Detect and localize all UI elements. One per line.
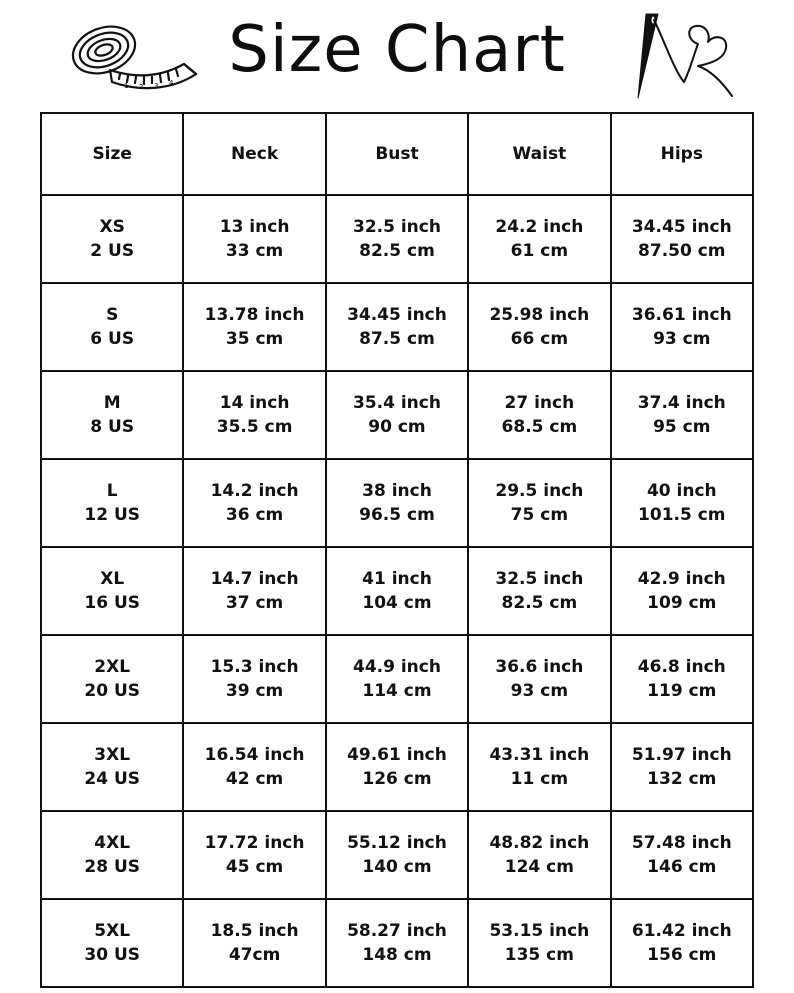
inch-value: 55.12 inch <box>347 833 447 853</box>
neck-cell <box>183 459 325 547</box>
waist-cell <box>468 723 610 811</box>
inch-value: 49.61 inch <box>347 745 447 765</box>
bust-cell <box>326 811 468 899</box>
cm-value: 35 cm <box>225 329 284 349</box>
cm-value: 68.5 cm <box>501 417 578 437</box>
size-label: M <box>103 393 121 413</box>
size-cell <box>41 811 183 899</box>
neck-cell <box>183 635 325 723</box>
cm-value: 90 cm <box>368 417 426 437</box>
bust-cell <box>326 635 468 723</box>
cm-value: 132 cm <box>647 769 717 789</box>
cm-value: 37 cm <box>225 593 284 613</box>
table-row <box>41 811 753 899</box>
size-label: XS <box>99 217 125 237</box>
hips-cell <box>611 195 753 283</box>
cm-value: 82.5 cm <box>501 593 578 613</box>
neck-cell <box>183 811 325 899</box>
column-header-bust: Bust <box>326 113 468 195</box>
inch-value: 13.78 inch <box>204 305 305 325</box>
inch-value: 43.31 inch <box>489 745 590 765</box>
hips-cell <box>611 371 753 459</box>
svg-text:1: 1 <box>124 82 129 90</box>
waist-cell <box>468 459 610 547</box>
cm-value: 135 cm <box>504 945 574 965</box>
inch-value: 40 inch <box>646 481 717 501</box>
cm-value: 42 cm <box>225 769 284 789</box>
table-row <box>41 723 753 811</box>
us-size: 28 US <box>84 857 140 877</box>
cm-value: 93 cm <box>510 681 569 701</box>
hips-cell <box>611 283 753 371</box>
inch-value: 42.9 inch <box>637 569 726 589</box>
hips-cell <box>611 635 753 723</box>
size-label: 5XL <box>94 921 131 941</box>
bust-cell <box>326 547 468 635</box>
inch-value: 17.72 inch <box>204 833 305 853</box>
cm-value: 39 cm <box>225 681 284 701</box>
size-chart-table <box>40 112 754 988</box>
neck-cell <box>183 723 325 811</box>
svg-text:4: 4 <box>169 79 174 87</box>
inch-value: 58.27 inch <box>347 921 447 941</box>
neck-cell <box>183 547 325 635</box>
waist-cell <box>468 635 610 723</box>
bust-cell <box>326 371 468 459</box>
svg-text:2: 2 <box>139 83 144 91</box>
neck-cell <box>183 371 325 459</box>
inch-value: 46.8 inch <box>637 657 726 677</box>
cm-value: 148 cm <box>362 945 432 965</box>
size-label: 4XL <box>94 833 131 853</box>
cm-value: 126 cm <box>362 769 432 789</box>
size-cell <box>41 371 183 459</box>
cm-value: 11 cm <box>510 769 569 789</box>
cm-value: 101.5 cm <box>638 505 726 525</box>
page-title: Size Chart <box>228 13 566 87</box>
cm-value: 36 cm <box>225 505 284 525</box>
inch-value: 34.45 inch <box>347 305 447 325</box>
table-row <box>41 635 753 723</box>
cm-value: 146 cm <box>647 857 717 877</box>
waist-cell <box>468 371 610 459</box>
us-size: 12 US <box>84 505 140 525</box>
waist-cell <box>468 195 610 283</box>
cm-value: 87.5 cm <box>359 329 435 349</box>
inch-value: 25.98 inch <box>489 305 590 325</box>
size-cell <box>41 723 183 811</box>
inch-value: 61.42 inch <box>631 921 732 941</box>
table-row <box>41 283 753 371</box>
inch-value: 36.6 inch <box>495 657 584 677</box>
inch-value: 32.5 inch <box>495 569 584 589</box>
table-row <box>41 459 753 547</box>
size-cell <box>41 899 183 987</box>
us-size: 30 US <box>84 945 140 965</box>
size-label: 3XL <box>94 745 131 765</box>
inch-value: 13 inch <box>219 217 290 237</box>
inch-value: 38 inch <box>362 481 432 501</box>
waist-cell <box>468 283 610 371</box>
inch-value: 35.4 inch <box>352 393 441 413</box>
cm-value: 93 cm <box>653 329 711 349</box>
size-label: L <box>106 481 118 501</box>
size-label: XL <box>100 569 125 589</box>
inch-value: 27 inch <box>504 393 575 413</box>
cm-value: 75 cm <box>510 505 569 525</box>
us-size: 20 US <box>84 681 140 701</box>
column-header-size: Size <box>41 113 183 195</box>
bust-cell <box>326 195 468 283</box>
cm-value: 61 cm <box>510 241 569 261</box>
bust-cell <box>326 283 468 371</box>
cm-value: 156 cm <box>647 945 717 965</box>
cm-value: 45 cm <box>225 857 284 877</box>
size-cell <box>41 195 183 283</box>
inch-value: 48.82 inch <box>489 833 590 853</box>
inch-value: 36.61 inch <box>631 305 732 325</box>
inch-value: 51.97 inch <box>631 745 732 765</box>
column-header-neck: Neck <box>183 113 325 195</box>
bust-cell <box>326 723 468 811</box>
neck-cell <box>183 899 325 987</box>
hips-cell <box>611 811 753 899</box>
column-header-waist: Waist <box>468 113 610 195</box>
waist-cell <box>468 811 610 899</box>
table-row <box>41 899 753 987</box>
size-label: 2XL <box>94 657 131 677</box>
us-size: 16 US <box>84 593 140 613</box>
cm-value: 119 cm <box>647 681 717 701</box>
table-row <box>41 371 753 459</box>
needle-thread-heart-icon <box>624 10 736 102</box>
inch-value: 34.45 inch <box>631 217 732 237</box>
cm-value: 47cm <box>228 945 281 965</box>
waist-cell <box>468 899 610 987</box>
hips-cell <box>611 459 753 547</box>
inch-value: 16.54 inch <box>204 745 305 765</box>
cm-value: 114 cm <box>362 681 432 701</box>
table-header-row <box>41 113 753 195</box>
inch-value: 18.5 inch <box>210 921 299 941</box>
cm-value: 82.5 cm <box>359 241 435 261</box>
inch-value: 14 inch <box>219 393 290 413</box>
cm-value: 95 cm <box>653 417 711 437</box>
hips-cell <box>611 547 753 635</box>
us-size: 8 US <box>90 417 135 437</box>
size-cell <box>41 459 183 547</box>
column-header-hips: Hips <box>611 113 753 195</box>
size-cell <box>41 547 183 635</box>
neck-cell <box>183 283 325 371</box>
size-cell <box>41 283 183 371</box>
waist-cell <box>468 547 610 635</box>
cm-value: 87.50 cm <box>638 241 726 261</box>
hips-cell <box>611 723 753 811</box>
inch-value: 29.5 inch <box>495 481 584 501</box>
hips-cell <box>611 899 753 987</box>
cm-value: 104 cm <box>362 593 432 613</box>
cm-value: 33 cm <box>225 241 284 261</box>
us-size: 24 US <box>84 769 140 789</box>
inch-value: 41 inch <box>362 569 432 589</box>
inch-value: 14.2 inch <box>210 481 299 501</box>
cm-value: 109 cm <box>647 593 717 613</box>
cm-value: 124 cm <box>504 857 574 877</box>
bust-cell <box>326 899 468 987</box>
svg-text:3: 3 <box>154 82 159 90</box>
cm-value: 66 cm <box>510 329 569 349</box>
table-row <box>41 195 753 283</box>
inch-value: 24.2 inch <box>495 217 584 237</box>
inch-value: 37.4 inch <box>637 393 726 413</box>
inch-value: 15.3 inch <box>210 657 299 677</box>
table-row <box>41 547 753 635</box>
page-header <box>0 0 794 108</box>
bust-cell <box>326 459 468 547</box>
size-label: S <box>106 305 119 325</box>
neck-cell <box>183 195 325 283</box>
us-size: 6 US <box>90 329 135 349</box>
cm-value: 96.5 cm <box>359 505 435 525</box>
cm-value: 140 cm <box>362 857 432 877</box>
inch-value: 32.5 inch <box>352 217 441 237</box>
inch-value: 44.9 inch <box>352 657 441 677</box>
inch-value: 14.7 inch <box>210 569 299 589</box>
cm-value: 35.5 cm <box>216 417 293 437</box>
size-cell <box>41 635 183 723</box>
inch-value: 53.15 inch <box>489 921 590 941</box>
inch-value: 57.48 inch <box>631 833 732 853</box>
us-size: 2 US <box>90 241 135 261</box>
